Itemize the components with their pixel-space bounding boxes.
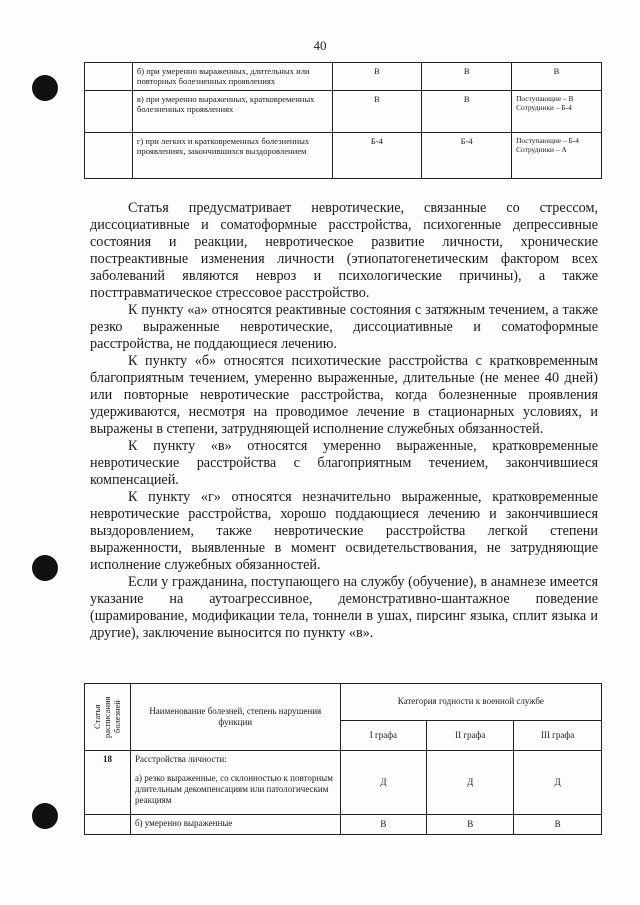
row-b-grade-1: В <box>340 815 427 835</box>
grade-1: В <box>332 63 422 91</box>
grade-3 <box>512 91 602 133</box>
table-row <box>85 63 602 91</box>
row-a-grade-2: Д <box>427 751 514 815</box>
article-title: Расстройства личности: <box>134 754 227 764</box>
binder-hole-top <box>32 75 58 101</box>
header-name: Наименование болезней, степень нарушения функции <box>130 684 340 751</box>
row-a-grade-3: Д <box>514 751 602 815</box>
header-article-text: Статья расписания болезней <box>92 696 123 738</box>
paragraph: К пункту «б» относятся психотические расстройства с кратковременным благоприятным течением, умеренно выраженные, длительные (не менее 40 дней) или повторные невротические расстройства, когда болезненные проявления удерживаются, несмотря на проводимое лечение в стационарных условиях, и выражены в степени, затрудняющей исполнение служебных обязанностей. <box>90 353 598 437</box>
row-label: г) при легких и кратковременных болезненных проявлениях, закончившихся выздоровлением <box>132 133 332 179</box>
binder-hole-middle <box>32 555 58 581</box>
page-number: 40 <box>313 38 327 53</box>
table-row <box>85 91 602 133</box>
header-col-3: III графа <box>514 720 602 750</box>
article-commentary <box>90 200 598 642</box>
grade-2: Б-4 <box>422 133 512 179</box>
grade-3: В <box>512 63 602 91</box>
bottom-table <box>84 683 602 835</box>
article-number: 18 <box>85 751 131 815</box>
row-b-grade-3: В <box>514 815 602 835</box>
grade-3-employees: Сотрудники – Б-4 <box>516 103 572 112</box>
grade-3-candidates: Поступающие – Б-4 <box>516 136 579 145</box>
header-row <box>85 684 602 721</box>
header-col-2: II графа <box>427 720 514 750</box>
grade-3 <box>512 133 602 179</box>
row-label: в) при умеренно выраженных, кратковременных болезненных проявлениях <box>132 91 332 133</box>
paragraph: К пункту «а» относятся реактивные состояния с затяжным течением, а также резко выраженные невротические, диссоциативные и соматоформные расстройства, не поддающиеся лечению. <box>90 302 598 352</box>
grade-1: Б-4 <box>332 133 422 179</box>
table-row <box>85 133 602 179</box>
grade-2: В <box>422 63 512 91</box>
table-cell-empty <box>85 91 133 133</box>
table-cell-empty <box>85 63 133 91</box>
row-a-label: а) резко выраженные, со склонностью к повторным длительным декомпенсациям или патологическим реакциям <box>134 773 333 805</box>
header-col-1: I графа <box>340 720 427 750</box>
row-label: б) при умеренно выраженных, длительных или повторных болезненных проявлениях <box>132 63 332 91</box>
top-table <box>84 62 602 179</box>
table-cell-empty <box>85 815 131 835</box>
paragraph: К пункту «в» относятся умеренно выраженные, кратковременные невротические расстройства с благоприятным течением, закончившиеся компенсацией. <box>90 438 598 488</box>
table-row <box>85 751 602 815</box>
paragraph: Если у гражданина, поступающего на службу (обучение), в анамнезе имеется указание на аутоагрессивное, демонстративно-шантажное поведение (шрамирование, модификации тела, тоннели в ушах, пирсинг языка, сплит языка и другие), заключение выносится по пункту «в». <box>90 574 598 641</box>
grade-2: В <box>422 91 512 133</box>
paragraph: Статья предусматривает невротические, связанные со стрессом, диссоциативные и соматоформные расстройства, психогенные депрессивные состояния и реакции, невротическое развитие личности, хронические постреактивные изменения личности (этиопатогенетическим фактором всех заболеваний являются невроз и психологические причины), а также посттравматическое стрессовое расстройство. <box>90 200 598 301</box>
table-row <box>85 815 602 835</box>
row-a-grade-1: Д <box>340 751 427 815</box>
paragraph: К пункту «г» относятся незначительно выраженные, кратковременные невротические расстройства, хорошо поддающиеся лечению и закончившиеся выздоровлением, также невротические расстройства легкой степени выраженности, выявленные в момент освидетельствования, не затрудняющие исполнение служебных обязанностей. <box>90 489 598 573</box>
header-article <box>85 684 131 751</box>
row-b-label: б) умеренно выраженные <box>130 815 340 835</box>
table-cell-empty <box>85 133 133 179</box>
row-b-grade-2: В <box>427 815 514 835</box>
grade-3-candidates: Поступающие – В <box>516 94 574 103</box>
grade-1: В <box>332 91 422 133</box>
header-category: Категория годности к военной службе <box>340 684 601 721</box>
grade-3-employees: Сотрудники – А <box>516 145 567 154</box>
binder-hole-bottom <box>32 803 58 829</box>
row-label <box>130 751 340 815</box>
